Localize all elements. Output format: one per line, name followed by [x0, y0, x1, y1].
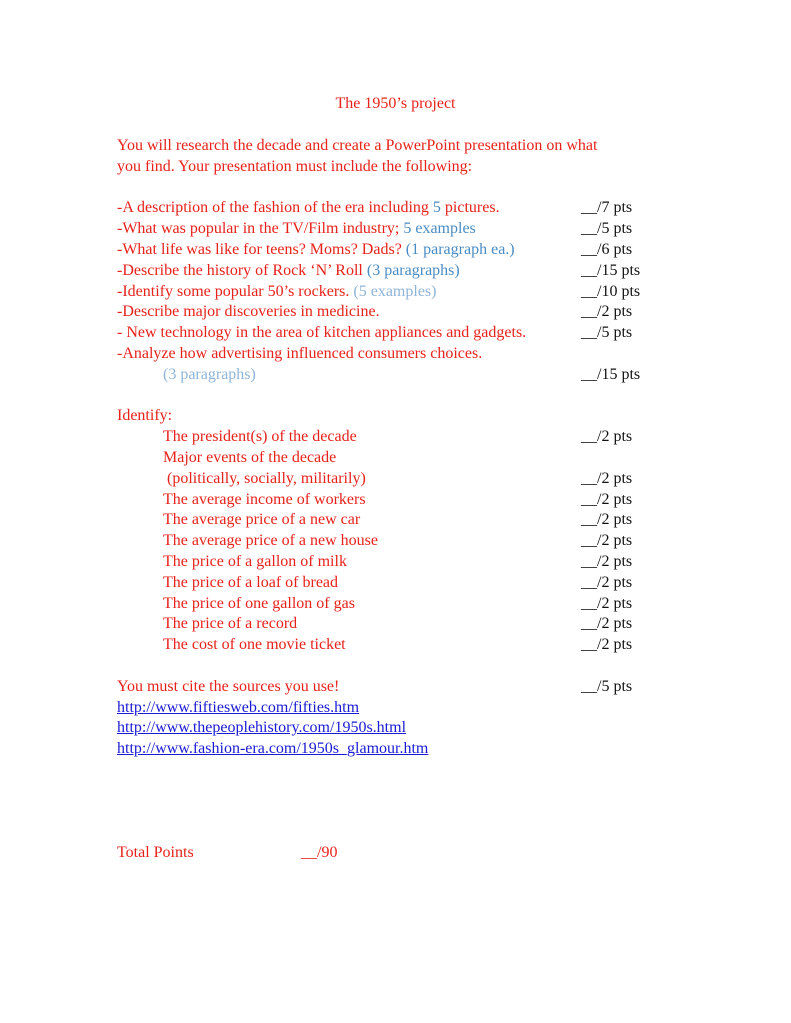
identify-item: Major events of the decade — [163, 449, 337, 466]
identify-item-points: __/2 pts — [581, 470, 633, 487]
identify-item-points: __/2 pts — [581, 636, 633, 653]
identify-item: The cost of one movie ticket — [163, 636, 346, 653]
task-rockers: -Identify some popular 50’s rockers. (5 examples) — [117, 283, 437, 300]
identify-item: The price of a loaf of bread — [163, 574, 339, 591]
source-link-fiftiesweb[interactable] — [117, 698, 359, 718]
task-kitchen-tech: - New technology in the area of kitchen appliances and gadgets. — [117, 324, 527, 341]
task-advertising: -Analyze how advertising influenced consumers choices. — [117, 345, 483, 362]
identify-item-points: __/2 pts — [581, 532, 633, 549]
task-rockers-points: __/10 pts — [581, 283, 641, 300]
intro-line-1: You will research the decade and create a PowerPoint presentation on what — [117, 137, 598, 154]
identify-item-points: __/2 pts — [581, 491, 633, 508]
task-rock-history: -Describe the history of Rock ‘N’ Roll (3 paragraphs) — [117, 262, 460, 279]
identify-item-points: __/2 pts — [581, 428, 633, 445]
task-fashion: -A description of the fashion of the era including 5 pictures. — [117, 199, 500, 216]
intro-line-2: you find. Your presentation must include the following: — [117, 158, 473, 175]
task-rock-history-points: __/15 pts — [581, 262, 641, 279]
cite-sources-points: __/5 pts — [581, 678, 633, 695]
cite-sources-text: You must cite the sources you use! — [117, 678, 340, 695]
task-advertising-points: __/15 pts — [581, 366, 641, 383]
total-points-value: __/90 — [301, 844, 338, 861]
identify-item: The president(s) of the decade — [163, 428, 357, 445]
identify-item-points: __/2 pts — [581, 615, 633, 632]
task-medicine-points: __/2 pts — [581, 303, 633, 320]
task-life-points: __/6 pts — [581, 241, 633, 258]
total-points-label: Total Points — [117, 844, 194, 861]
identify-item: The price of a gallon of milk — [163, 553, 347, 570]
source-link[interactable]: http://www.fashion-era.com/1950s_glamour.htm — [117, 740, 429, 757]
identify-item: The price of a record — [163, 615, 298, 632]
identify-item-points: __/2 pts — [581, 595, 633, 612]
task-advertising-note: (3 paragraphs) — [163, 366, 256, 383]
source-link-fashion-era[interactable] — [117, 739, 428, 759]
task-tv-film: -What was popular in the TV/Film industry; 5 examples — [117, 220, 476, 237]
identify-item-points: __/2 pts — [581, 553, 633, 570]
identify-item: The average price of a new house — [163, 532, 378, 549]
source-link[interactable]: http://www.fiftiesweb.com/fifties.htm — [117, 699, 360, 716]
task-fashion-points: __/7 pts — [581, 199, 633, 216]
source-link[interactable]: http://www.thepeoplehistory.com/1950s.html — [117, 719, 407, 736]
task-tv-film-points: __/5 pts — [581, 220, 633, 237]
identify-item: The average price of a new car — [163, 511, 361, 528]
identify-item-points: __/2 pts — [581, 574, 633, 591]
task-life: -What life was like for teens? Moms? Dads? (1 paragraph ea.) — [117, 241, 515, 258]
identify-item: (politically, socially, militarily) — [163, 470, 366, 487]
identify-item-points: __/2 pts — [581, 511, 633, 528]
identify-item: The price of one gallon of gas — [163, 595, 355, 612]
task-medicine: -Describe major discoveries in medicine. — [117, 303, 380, 320]
identify-item: The average income of workers — [163, 491, 366, 508]
document-title: The 1950’s project — [335, 95, 456, 112]
source-link-peoplehistory[interactable] — [117, 718, 406, 738]
identify-heading: Identify: — [117, 407, 173, 424]
task-kitchen-tech-points: __/5 pts — [581, 324, 633, 341]
